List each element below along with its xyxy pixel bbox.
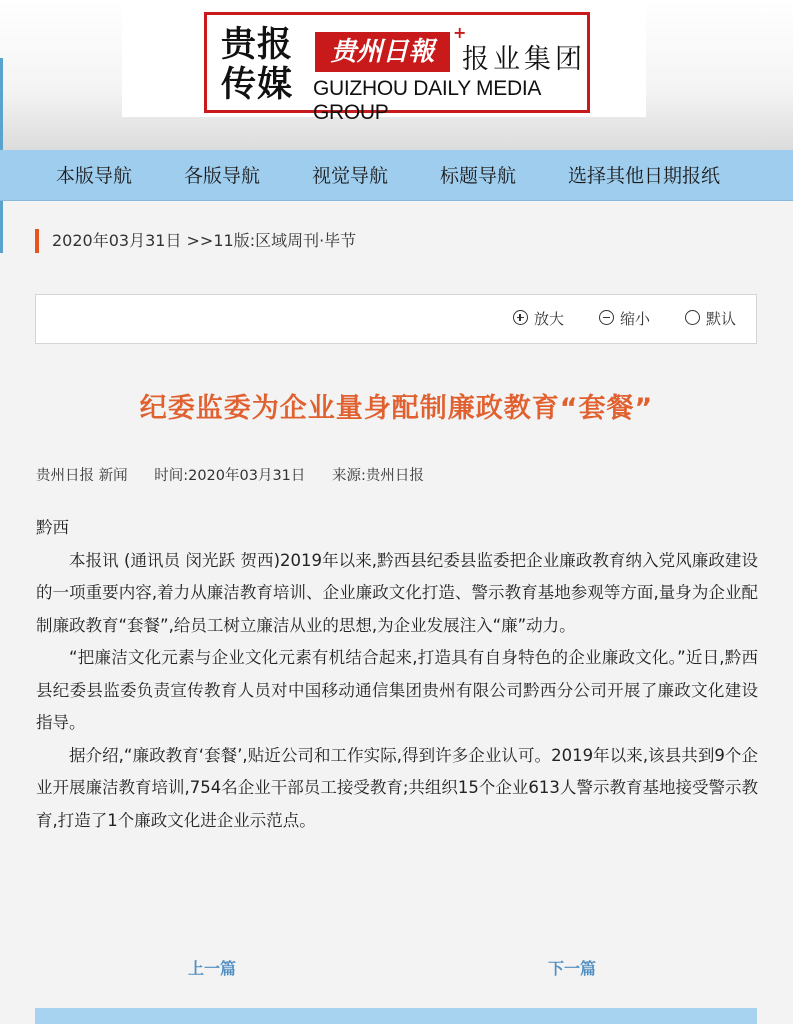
- article-paragraph: 据介绍,“廉政教育‘套餐’,贴近公司和工作实际,得到许多企业认可。2019年以来,该县共到9个企业开展廉洁教育培训,754名企业干部员工接受教育;共组织15个企业613人警示教育基地接受警示教育,打造了1个廉政文化进企业示范点。: [36, 745, 758, 830]
- default-size-label: 默认: [706, 310, 737, 328]
- logo-big-bottom: 传媒: [221, 65, 294, 105]
- nav-item-other-dates[interactable]: 选择其他日期报纸: [568, 165, 721, 187]
- article-paragraph: 本报讯 (通讯员 闵光跃 贺西)2019年以来,黔西县纪委县监委把企业廉政教育纳入党风廉政建设的一项重要内容,着力从廉洁教育培训、企业廉政文化打造、警示教育基地参观等方面,量身为企业配制廉政教育“套餐”,给员工树立廉洁从业的思想,为企业发展注入“廉”动力。: [36, 550, 758, 635]
- next-article-link[interactable]: 下一篇: [548, 959, 597, 978]
- meta-source: 贵州日报 新闻: [36, 468, 128, 484]
- default-size-button[interactable]: [685, 295, 736, 343]
- font-size-toolbar: [35, 294, 757, 344]
- masthead-logo[interactable]: [122, 0, 646, 124]
- prev-article-link[interactable]: 上一篇: [188, 959, 237, 978]
- breadcrumb-accent: [35, 229, 39, 253]
- logo-plus: +: [453, 23, 467, 42]
- zoom-in-icon: [513, 310, 528, 325]
- zoom-out-icon: [599, 310, 614, 325]
- zoom-out-button[interactable]: [599, 295, 650, 343]
- article-paragraph: “把廉洁文化元素与企业文化元素有机结合起来,打造具有自身特色的企业廉政文化。”近日,黔西县纪委县监委负责宣传教育人员对中国移动通信集团贵州有限公司黔西分公司开展了廉政文化建设指导。: [36, 648, 758, 732]
- zoom-in-label: 放大: [534, 310, 565, 328]
- article-meta: [36, 464, 446, 485]
- meta-origin: 来源:贵州日报: [332, 468, 424, 484]
- meta-time: 时间:2020年03月31日: [154, 468, 306, 484]
- logo-cn-name: 报业集团: [462, 44, 586, 75]
- logo-en-name: GUIZHOU DAILY MEDIA GROUP: [313, 77, 540, 124]
- nav-item-headlines[interactable]: 标题导航: [440, 165, 517, 187]
- nav-item-visual[interactable]: 视觉导航: [312, 165, 389, 187]
- logo-frame: [204, 12, 590, 124]
- nav-item-this-page[interactable]: 本版导航: [56, 165, 133, 187]
- article-body: [36, 512, 758, 837]
- logo-red-box: 贵州日報: [315, 32, 450, 72]
- article-location: 黔西: [36, 518, 69, 537]
- zoom-out-label: 缩小: [620, 310, 651, 328]
- breadcrumb[interactable]: 2020年03月31日 >>11版:区域周刊·毕节: [52, 231, 357, 250]
- logo-big-top: 贵报: [221, 25, 294, 65]
- nav-item-all-pages[interactable]: 各版导航: [184, 165, 261, 187]
- zoom-in-button[interactable]: [513, 295, 564, 343]
- default-circle-icon: [685, 310, 700, 325]
- footer-band: [35, 1008, 757, 1024]
- article-title: 纪委监委为企业量身配制廉政教育“套餐”: [139, 393, 654, 424]
- main-nav: [0, 150, 793, 201]
